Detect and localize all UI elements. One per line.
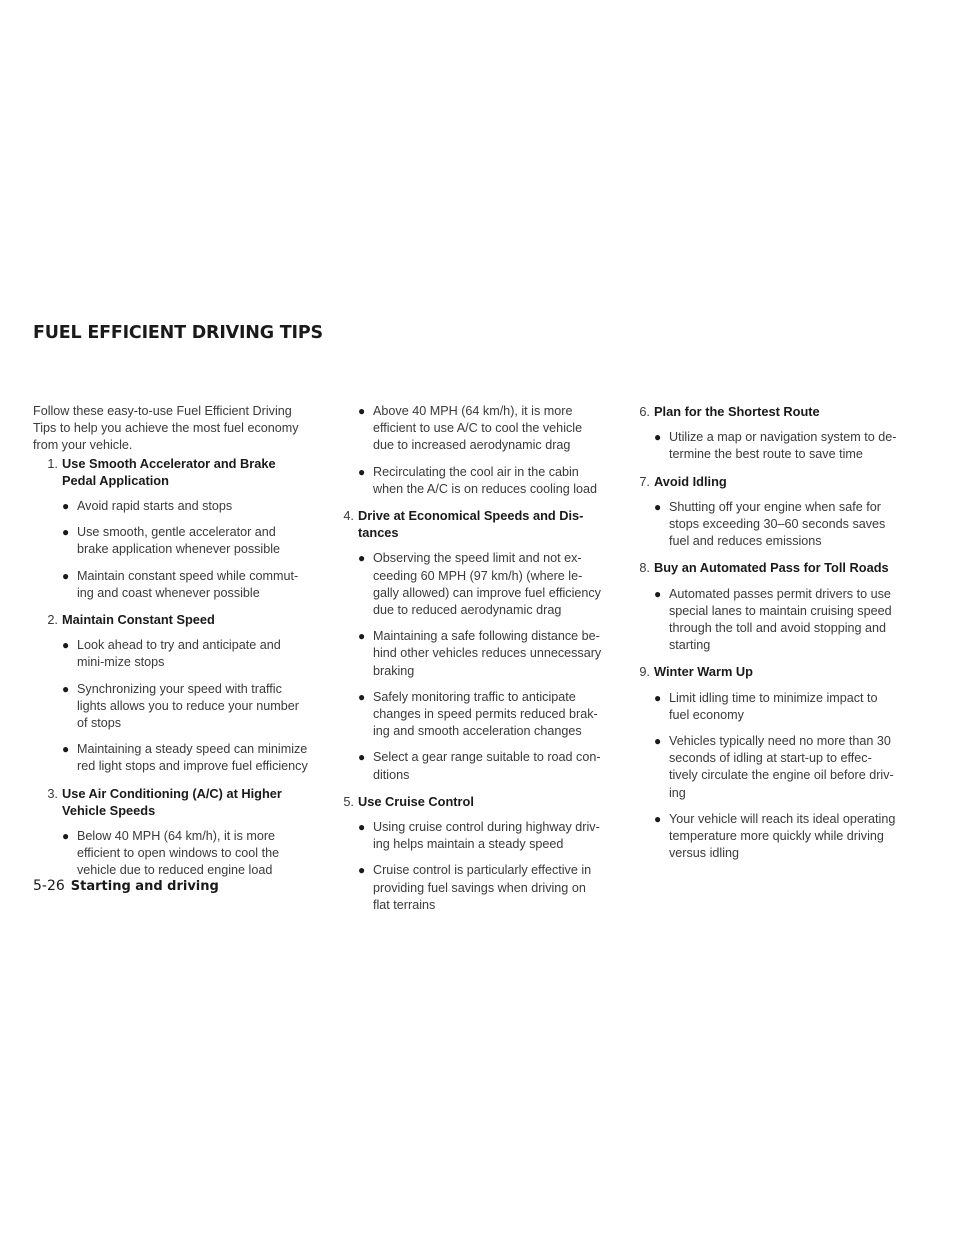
bullet-list xyxy=(625,429,900,463)
bullet-icon: ● xyxy=(62,525,70,540)
bullet-item: ● Using cruise control during highway driv-ing helps maintain a steady speed xyxy=(358,820,600,852)
bullet-item: ● Limit idling time to minimize impact to fuel economy xyxy=(654,690,878,722)
tip-heading xyxy=(33,611,308,628)
tip-9 xyxy=(625,663,900,862)
bullet-list xyxy=(33,637,308,775)
bullet-icon: ● xyxy=(358,820,366,835)
tip-number: 6. xyxy=(639,404,650,419)
bullet-item: ● Vehicles typically need no more than 30 seconds of idling at start-up to effec-tively circulate the engine oil before driv-ing xyxy=(654,734,894,800)
tip-heading xyxy=(329,507,604,541)
tip-title: Use Air Conditioning (A/C) at Higher Vehicle Speeds xyxy=(62,785,282,818)
bullet-list xyxy=(329,550,604,783)
bullet-list xyxy=(329,819,604,914)
tip-number: 4. xyxy=(343,508,354,524)
bullet-item: ● Below 40 MPH (64 km/h), it is more efficient to open windows to cool the vehicle due to reduced engine load xyxy=(62,829,280,878)
bullet-icon: ● xyxy=(654,811,662,826)
bullet-icon: ● xyxy=(654,690,662,705)
bullet-icon: ● xyxy=(654,734,662,749)
tip-heading xyxy=(625,663,900,680)
tip-number: 2. xyxy=(47,612,58,628)
bullet-icon: ● xyxy=(358,404,366,418)
column-3 xyxy=(625,403,900,871)
bullet-item: ● Look ahead to try and anticipate and mini-mize stops xyxy=(62,638,281,670)
tip-title: Use Smooth Accelerator and Brake Pedal Application xyxy=(62,455,276,488)
tip-number: 7. xyxy=(639,473,650,489)
tip-3 xyxy=(33,785,308,880)
bullet-item: ● Maintaining a safe following distance be-hind other vehicles reduces unnecessary braking xyxy=(358,629,602,678)
bullet-icon: ● xyxy=(358,689,366,704)
bullet-list xyxy=(625,586,900,655)
bullet-list xyxy=(33,498,308,602)
bullet-item: ● Utilize a map or navigation system to de-termine the best route to save time xyxy=(654,430,897,462)
bullet-icon: ● xyxy=(62,829,70,844)
tip-number: 1. xyxy=(47,455,58,471)
page-number: 5-26 xyxy=(33,878,65,894)
bullet-icon: ● xyxy=(62,742,70,757)
tip-2 xyxy=(33,611,308,776)
tip-title: Plan for the Shortest Route xyxy=(654,404,820,419)
bullet-item: ● Your vehicle will reach its ideal operating temperature more quickly while driving versus idling xyxy=(654,811,896,861)
column-2 xyxy=(329,403,604,923)
tip-number: 9. xyxy=(639,664,650,680)
bullet-list xyxy=(625,499,900,551)
tip-title: Avoid Idling xyxy=(654,473,727,489)
tip-heading xyxy=(625,403,900,420)
bullet-item: ● Maintaining a steady speed can minimize red light stops and improve fuel efficiency xyxy=(62,742,308,774)
bullet-icon: ● xyxy=(62,638,70,653)
tip-1 xyxy=(33,455,308,602)
tip-heading xyxy=(329,793,604,810)
bullet-icon: ● xyxy=(62,568,70,583)
tip-number: 8. xyxy=(639,560,650,576)
bullet-icon: ● xyxy=(358,629,366,644)
bullet-item: ● Select a gear range suitable to road con-ditions xyxy=(358,750,601,782)
bullet-icon: ● xyxy=(62,681,70,696)
tip-4 xyxy=(329,507,604,784)
tip-title: Winter Warm Up xyxy=(654,664,753,680)
bullet-item: ● Cruise control is particularly effective in providing fuel savings when driving on flat terrains xyxy=(358,863,592,912)
bullet-item: ● Recirculating the cool air in the cabin when the A/C is on reduces cooling load xyxy=(358,464,598,496)
tip-heading xyxy=(625,473,900,490)
tip-5 xyxy=(329,793,604,914)
tip-title: Maintain Constant Speed xyxy=(62,612,215,628)
bullet-list xyxy=(33,828,308,880)
bullet-list xyxy=(329,403,604,498)
bullet-icon: ● xyxy=(358,750,366,765)
tip-title: Buy an Automated Pass for Toll Roads xyxy=(654,560,889,576)
tip-6 xyxy=(625,403,900,464)
tip-heading xyxy=(625,559,900,576)
bullet-item: ● Shutting off your engine when safe for stops exceeding 30–60 seconds saves fuel and reduces emissions xyxy=(654,499,886,549)
bullet-icon: ● xyxy=(62,499,70,514)
bullet-item: ● Automated passes permit drivers to use special lanes to maintain cruising speed through the toll and avoid stopping and starting xyxy=(654,586,892,653)
intro-paragraph: Follow these easy-to-use Fuel Efficient Driving Tips to help you achieve the most fuel economy from your vehicle. xyxy=(33,404,299,453)
tip-number: 3. xyxy=(47,785,58,801)
tip-7 xyxy=(625,473,900,551)
section-title: FUEL EFFICIENT DRIVING TIPS xyxy=(33,323,323,343)
bullet-icon: ● xyxy=(654,430,662,445)
bullet-icon: ● xyxy=(654,499,662,514)
tip-title: Use Cruise Control xyxy=(358,793,474,809)
tip-heading xyxy=(33,455,308,489)
bullet-icon: ● xyxy=(358,863,366,878)
tip-8 xyxy=(625,559,900,654)
bullet-item: ● Above 40 MPH (64 km/h), it is more efficient to use A/C to cool the vehicle due to increased aerodynamic drag xyxy=(358,404,583,453)
bullet-list xyxy=(625,690,900,863)
bullet-item: ● Maintain constant speed while commut-ing and coast whenever possible xyxy=(62,568,299,600)
tip-heading xyxy=(33,785,308,819)
bullet-item: ● Use smooth, gentle accelerator and brake application whenever possible xyxy=(62,525,281,557)
tip-3-continued xyxy=(329,403,604,498)
tip-number: 5. xyxy=(343,793,354,809)
bullet-item: ● Safely monitoring traffic to anticipate changes in speed permits reduced brak-ing and smooth acceleration changes xyxy=(358,689,598,739)
page-footer xyxy=(33,878,219,894)
bullet-item: ● Avoid rapid starts and stops xyxy=(33,498,308,515)
bullet-item: ● Synchronizing your speed with traffic lights allows you to reduce your number of stops xyxy=(62,681,299,731)
bullet-icon: ● xyxy=(654,586,662,601)
tip-title: Drive at Economical Speeds and Dis-tances xyxy=(358,508,584,541)
bullet-icon: ● xyxy=(358,551,366,566)
bullet-item: ● Observing the speed limit and not ex-ceeding 60 MPH (97 km/h) (where le-gally allowed) can improve fuel efficiency due to reduced aerodynamic drag xyxy=(358,551,601,618)
chapter-name: Starting and driving xyxy=(70,879,219,894)
column-1 xyxy=(33,403,308,889)
bullet-icon: ● xyxy=(358,464,366,479)
